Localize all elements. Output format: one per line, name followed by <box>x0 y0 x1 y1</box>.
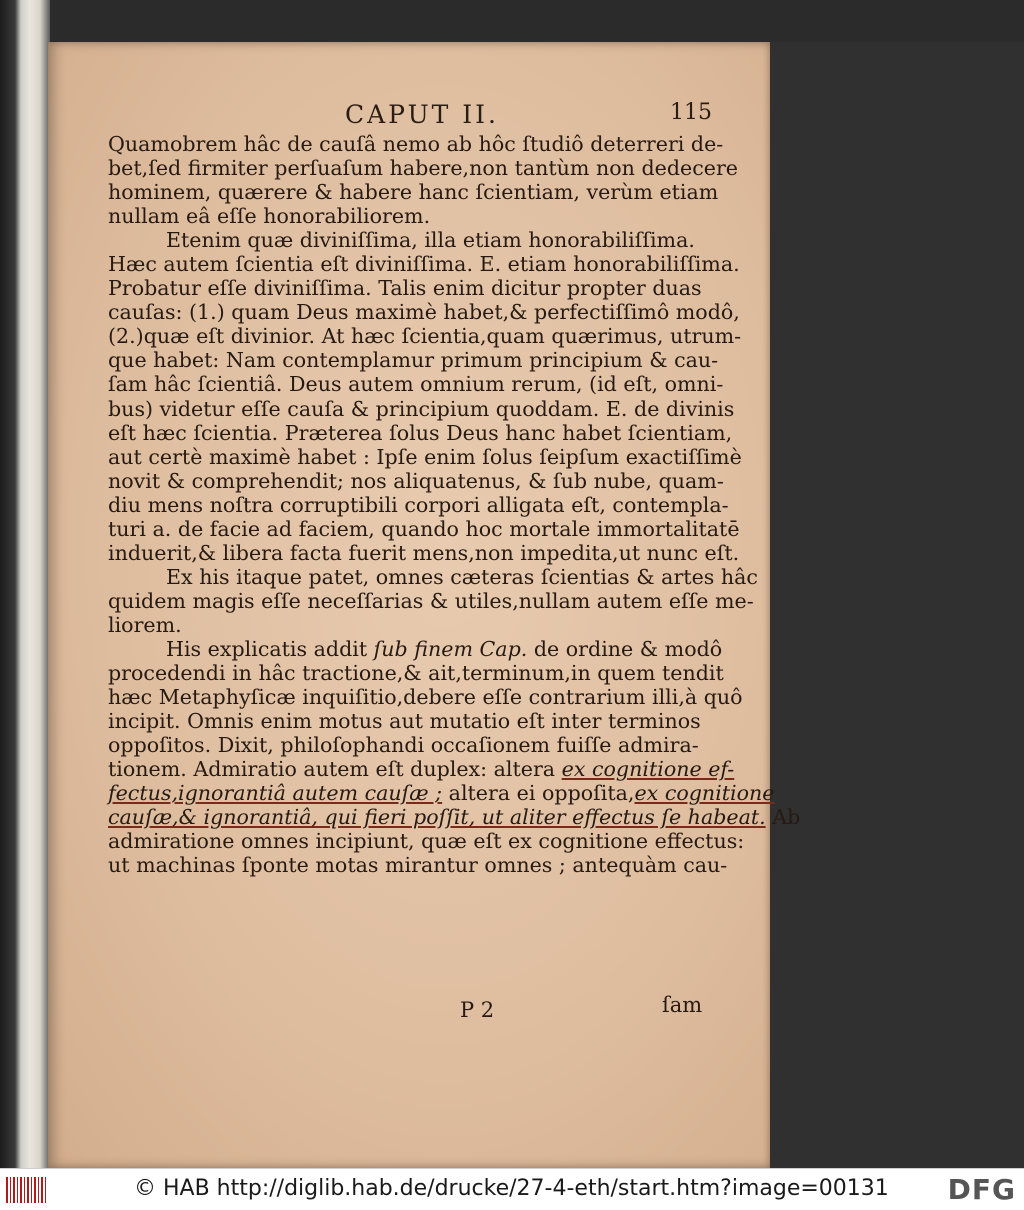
signature-mark: P 2 <box>460 998 495 1022</box>
running-title: CAPUT II. <box>345 100 499 129</box>
text-line: novit & comprehendit; nos aliquatenus, & ſub nube, quam- <box>108 468 724 493</box>
text-line: Etenim quæ diviniſſima, illa etiam honorabiliſſima. <box>166 228 695 253</box>
paragraph-block <box>108 132 758 637</box>
text-line: eſt hæc ſcientia. Præterea ſolus Deus hanc habet ſcientiam, <box>108 420 733 445</box>
footer-bar <box>0 1168 1024 1210</box>
text-line: aut certè maximè habet : Ipſe enim ſolus ſeipſum exactiſſimè <box>108 444 742 469</box>
text-line: Ex his itaque patet, omnes cæteras ſcientias & artes hâc <box>166 564 758 589</box>
dfg-logo: DFG <box>947 1173 1016 1206</box>
text-line: hæc Metaphyſicæ inquiſitio,debere eſſe contrarium illi,à quô <box>108 685 743 710</box>
text-line: cauſæ,& ignorantiâ, qui fieri poſſit, ut aliter effectus ſe habeat. Ab <box>108 805 801 830</box>
text-line: quidem magis eſſe neceſſarias & utiles,nullam autem eſſe me- <box>108 588 754 613</box>
red-barcode-icon <box>6 1177 48 1203</box>
text-line: nullam eâ eſſe honorabiliorem. <box>108 204 431 229</box>
text-line: Probatur eſſe diviniſſima. Talis enim dicitur propter duas <box>108 276 702 301</box>
text-line: que habet: Nam contemplamur primum principium & cau- <box>108 348 719 373</box>
text-line: bet,ſed firmiter perſuaſum habere,non tantùm non dedecere <box>108 156 738 181</box>
text-line: turi a. de facie ad faciem, quando hoc mortale immortalitatē <box>108 516 740 541</box>
text-line: induerit,& libera facta fuerit mens,non impedita,ut nunc eſt. <box>108 540 740 565</box>
text-line: cauſas: (1.) quam Deus maximè habet,& perfectiſſimô modô, <box>108 300 740 325</box>
page-number: 115 <box>670 100 712 125</box>
text-line: oppoſitos. Dixit, philoſophandi occaſionem fuiſſe admira- <box>108 733 699 758</box>
text-line: ut machinas ſponte motas mirantur omnes ; antequàm cau- <box>108 853 728 878</box>
text-line: Hæc autem ſcientia eſt diviniſſima. E. etiam honorabiliſſima. <box>108 252 740 277</box>
text-line: Quamobrem hâc de cauſâ nemo ab hôc ſtudiô deterreri de- <box>108 132 724 156</box>
copyright-link[interactable]: © HAB http://diglib.hab.de/drucke/27-4-eth/start.htm?image=00131 <box>134 1176 889 1201</box>
binding-edge <box>0 0 50 1168</box>
page-text <box>108 132 801 878</box>
background-dark-area <box>770 42 1024 1168</box>
catchword: ſam <box>662 993 703 1017</box>
text-line: (2.)quæ eſt divinior. At hæc ſcientia,quam quærimus, utrum- <box>108 324 742 349</box>
text-line: bus) videtur eſſe cauſa & principium quoddam. E. de divinis <box>108 396 735 421</box>
text-line: tionem. Admiratio autem eſt duplex: altera ex cognitione ef- <box>108 757 735 782</box>
text-line: liorem. <box>108 612 182 637</box>
running-head <box>100 100 720 134</box>
text-line: diu mens noſtra corruptibili corpori alligata eſt, contempla- <box>108 492 729 517</box>
text-line: procedendi in hâc tractione,& ait,terminum,in quem tendit <box>108 661 724 686</box>
text-line: hominem, quærere & habere hanc ſcientiam, verùm etiam <box>108 180 719 205</box>
text-line: admiratione omnes incipiunt, quæ eſt ex cognitione effectus: <box>108 829 745 854</box>
text-line: incipit. Omnis enim motus aut mutatio eſt inter terminos <box>108 709 701 734</box>
text-line: fectus,ignorantiâ autem cauſæ ; altera ei oppoſita,ex cognitione <box>108 781 775 806</box>
text-line: ſam hâc ſcientiâ. Deus autem omnium rerum, (id eſt, omni- <box>108 372 724 397</box>
text-line: His explicatis addit ſub finem Cap. de ordine & modô <box>166 636 723 661</box>
